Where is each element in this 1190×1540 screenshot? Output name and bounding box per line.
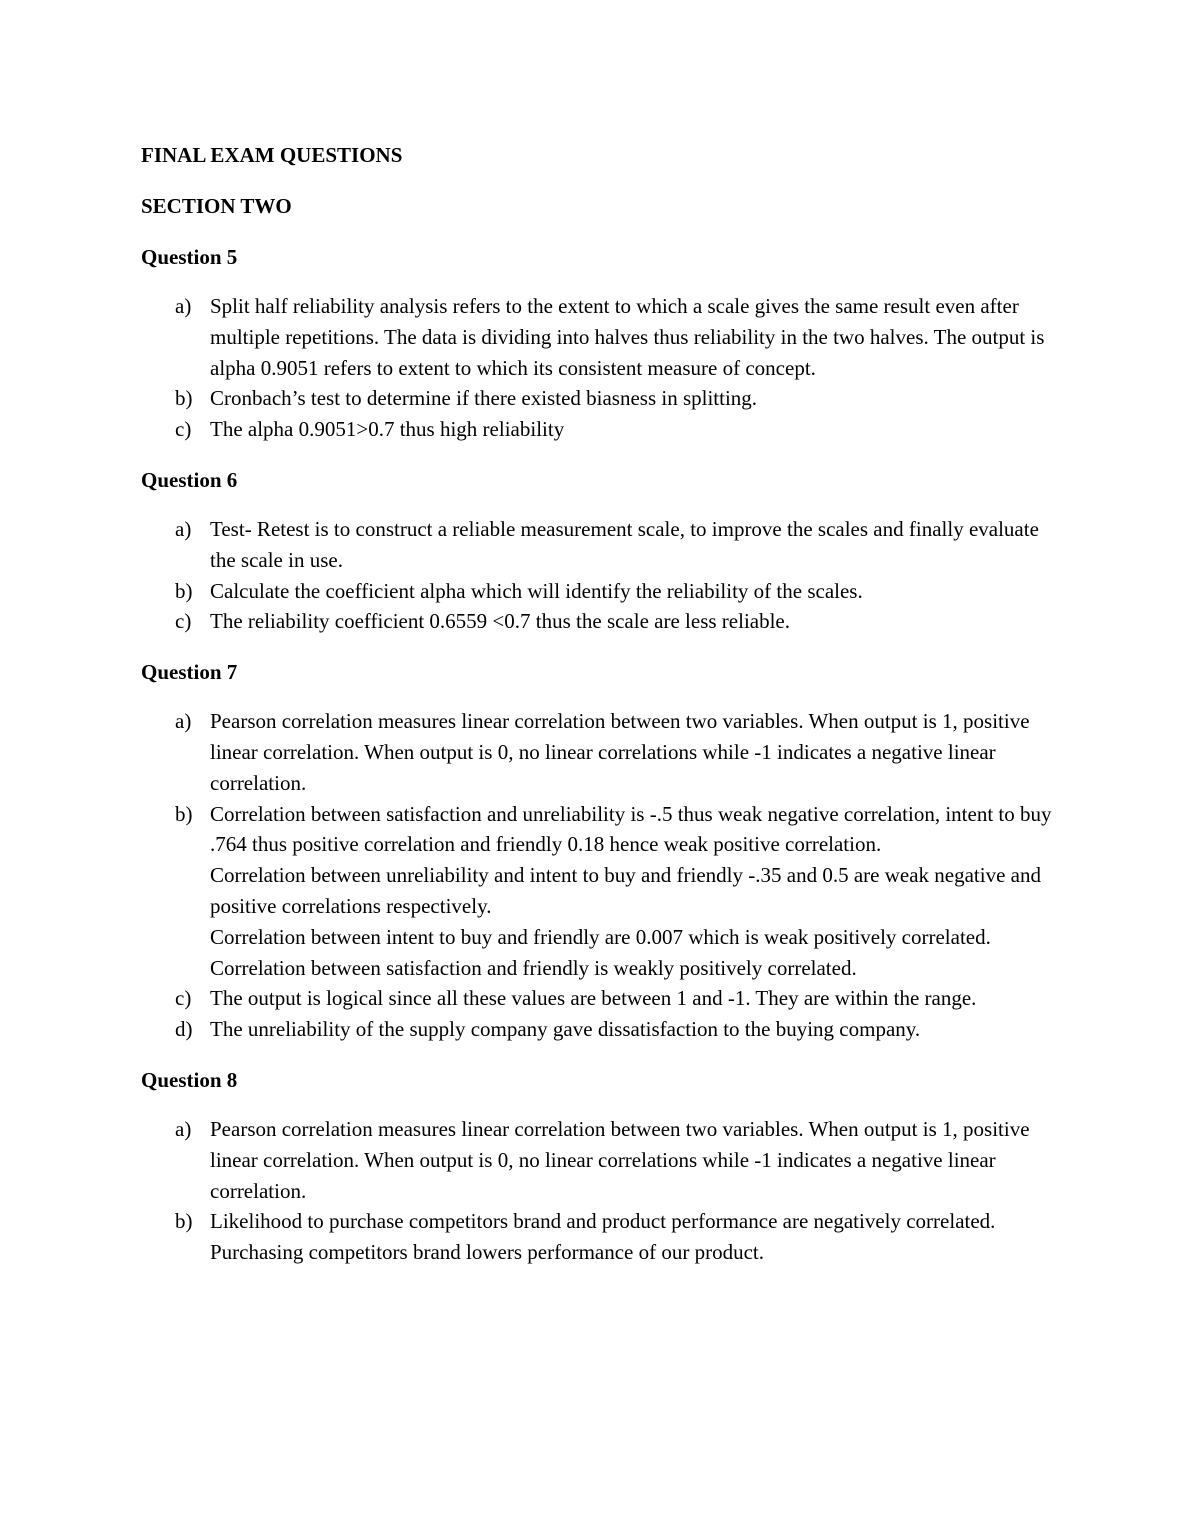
answer-marker: a) bbox=[175, 516, 192, 541]
answer-text: The alpha 0.9051>0.7 thus high reliability bbox=[210, 417, 565, 442]
answer-text: Pearson correlation measures linear correlation between two variables. When output is 1, positive linear correlation. When output is 0, no linear correlations while -1 indicates a negative linear correlation. bbox=[210, 709, 1030, 795]
answer-marker: a) bbox=[175, 294, 192, 318]
answer-text: Correlation between satisfaction and friendly is weakly positively correlated. bbox=[210, 955, 857, 980]
question-block bbox=[141, 242, 1061, 445]
document-title: FINAL EXAM QUESTIONS bbox=[141, 143, 403, 167]
questions-container bbox=[141, 242, 1061, 1268]
answer-list bbox=[141, 1114, 1061, 1268]
answer-marker: c) bbox=[175, 417, 192, 442]
question-block bbox=[141, 657, 1061, 1045]
answer-text: Split half reliability analysis refers to the extent to which a scale gives the same result even after multiple repetitions. The data is dividing into halves thus reliability in the two halves. The output is alpha 0.9051 refers to extent to which its consistent measure of concept. bbox=[210, 294, 1045, 380]
answer-marker: c) bbox=[175, 609, 192, 634]
question-heading: Question 7 bbox=[141, 660, 238, 685]
answer-marker: b) bbox=[175, 578, 193, 603]
question-heading: Question 5 bbox=[141, 245, 238, 269]
answer-item bbox=[141, 414, 1061, 445]
answer-marker: d) bbox=[175, 1017, 193, 1042]
answer-text: Correlation between intent to buy and friendly are 0.007 which is weak positively correlated. bbox=[210, 924, 991, 949]
answer-item bbox=[141, 383, 1061, 414]
question-heading: Question 8 bbox=[141, 1067, 238, 1092]
answer-list bbox=[141, 291, 1061, 445]
answer-text: Likelihood to purchase competitors brand and product performance are negatively correlated. Purchasing competitors brand lowers performance of our product. bbox=[210, 1209, 996, 1265]
answer-item bbox=[141, 514, 1061, 576]
answer-item bbox=[141, 291, 1061, 383]
answer-item bbox=[141, 706, 1061, 798]
answer-item bbox=[141, 799, 1061, 984]
answer-text: Test- Retest is to construct a reliable measurement scale, to improve the scales and finally evaluate the scale in use. bbox=[210, 516, 1039, 572]
answer-text: Correlation between satisfaction and unreliability is -.5 thus weak negative correlation, intent to buy .764 thus positive correlation and friendly 0.18 hence weak positive correlation. bbox=[210, 801, 1052, 857]
answer-item bbox=[141, 983, 1061, 1014]
answer-item bbox=[141, 1014, 1061, 1045]
answer-text: The unreliability of the supply company gave dissatisfaction to the buying company. bbox=[210, 1017, 921, 1042]
answer-text: Cronbach’s test to determine if there existed biasness in splitting. bbox=[210, 386, 758, 411]
answer-text: The output is logical since all these values are between 1 and -1. They are within the range. bbox=[210, 986, 977, 1011]
answer-marker: c) bbox=[175, 986, 192, 1011]
answer-text: The reliability coefficient 0.6559 <0.7 thus the scale are less reliable. bbox=[210, 609, 791, 634]
question-block bbox=[141, 465, 1061, 637]
question-block bbox=[141, 1065, 1061, 1268]
answer-marker: b) bbox=[175, 1209, 193, 1234]
answer-list bbox=[141, 514, 1061, 637]
answer-item bbox=[141, 1206, 1061, 1268]
document-page bbox=[141, 140, 1061, 1288]
answer-marker: a) bbox=[175, 709, 192, 734]
answer-item bbox=[141, 606, 1061, 637]
answer-marker: b) bbox=[175, 801, 193, 826]
answer-list bbox=[141, 706, 1061, 1045]
answer-item bbox=[141, 576, 1061, 607]
answer-marker: a) bbox=[175, 1116, 192, 1141]
section-title: SECTION TWO bbox=[141, 194, 292, 218]
question-heading: Question 6 bbox=[141, 467, 238, 492]
answer-marker: b) bbox=[175, 386, 193, 411]
answer-text: Correlation between unreliability and intent to buy and friendly -.35 and 0.5 are weak negative and positive correlations respectively. bbox=[210, 863, 1041, 918]
answer-text: Calculate the coefficient alpha which will identify the reliability of the scales. bbox=[210, 578, 863, 603]
answer-item bbox=[141, 1114, 1061, 1206]
answer-text: Pearson correlation measures linear correlation between two variables. When output is 1, positive linear correlation. When output is 0, no linear correlations while -1 indicates a negative linear correlation. bbox=[210, 1116, 1030, 1203]
